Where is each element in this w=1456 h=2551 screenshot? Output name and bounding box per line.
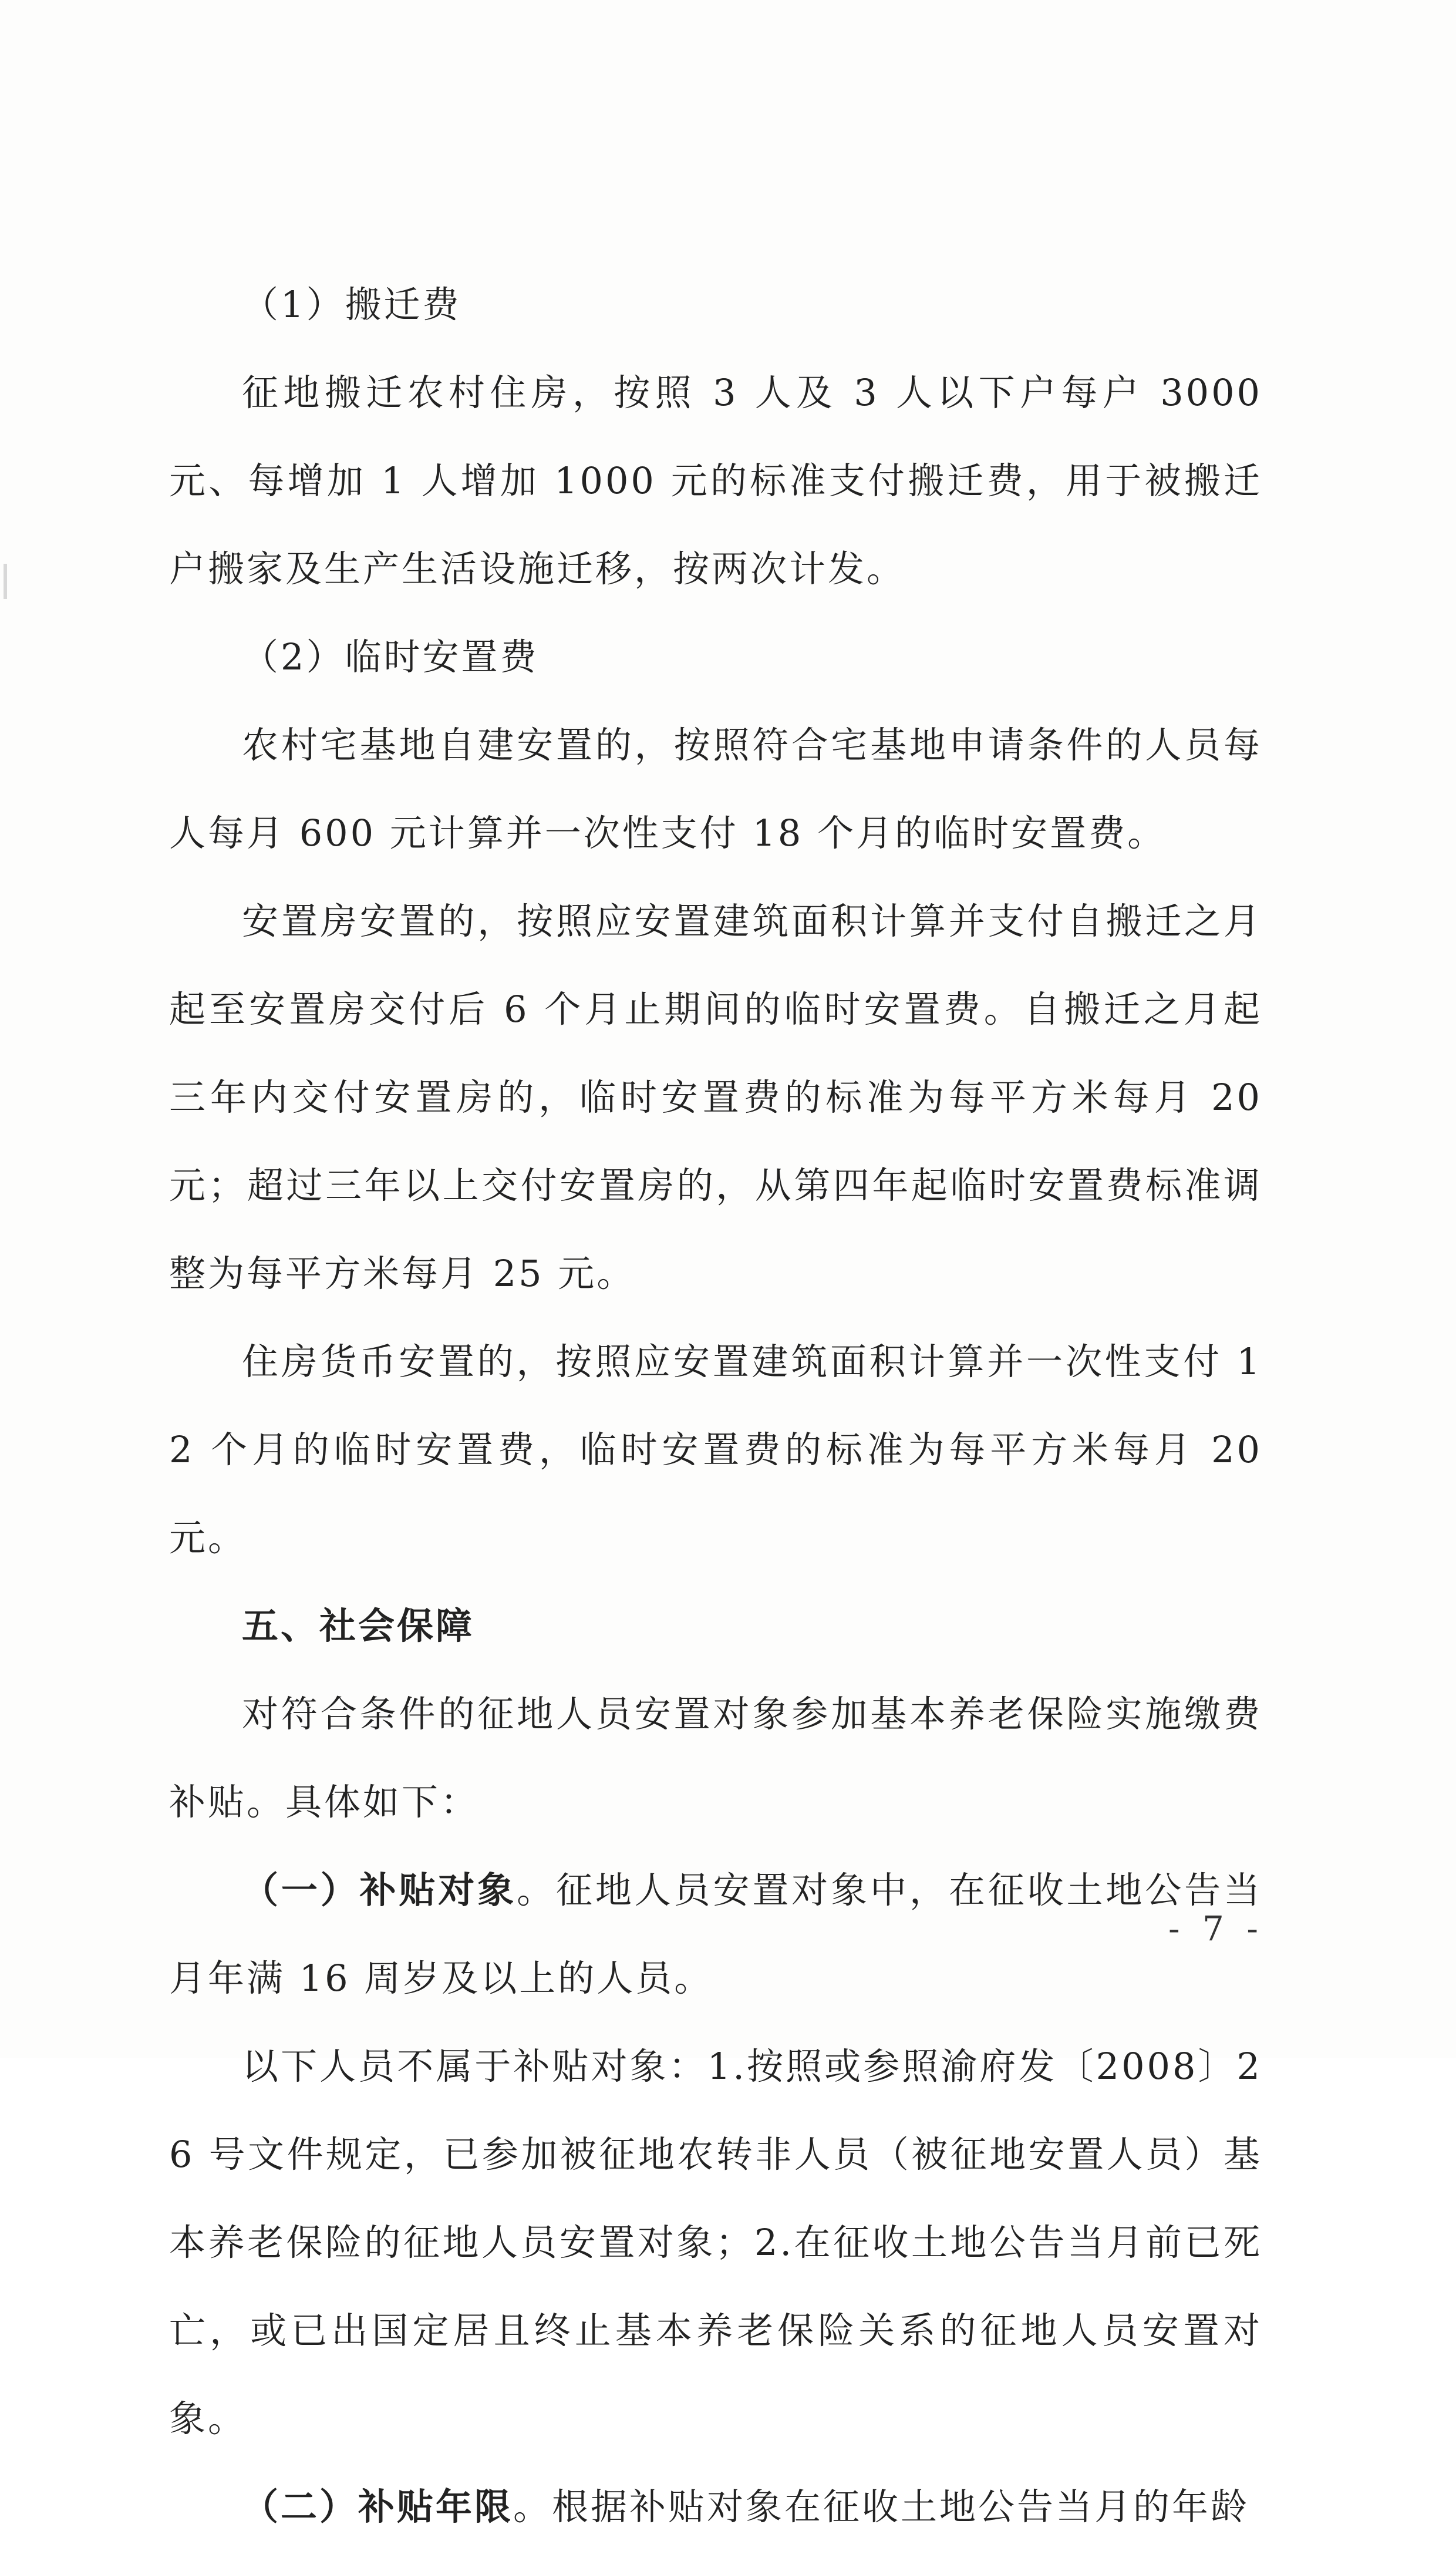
heading-temporary-fee: （2）临时安置费 — [242, 635, 539, 678]
paragraph-section-five-intro: 对符合条件的征地人员安置对象参加基本养老保险实施缴费补贴。具体如下： — [169, 1692, 1262, 1823]
page-number: - 7 - — [1168, 1909, 1264, 1948]
paragraph-homestead: 农村宅基地自建安置的，按照符合宅基地申请条件的人员每人每月 600 元计算并一次性支付 18 个月的临时安置费。 — [169, 723, 1262, 854]
paragraph-subsidy-years — [169, 2463, 1262, 2551]
paragraph-resettlement-house: 安置房安置的，按照应安置建筑面积计算并支付自搬迁之月起至安置房交付后 6 个月止期间的临时安置费。自搬迁之月起三年内交付安置房的，临时安置费的标准为每平方米每月 20 元；超过三年以上交付安置房的，从第四年起临时安置费标准调整为每平方米每月 25 元。 — [169, 900, 1262, 1295]
document-body — [169, 261, 1262, 2551]
lead-subsidy-target: （一）补贴对象 — [242, 1869, 517, 1911]
section-five-heading: 五、社会保障 — [242, 1604, 475, 1647]
text-subsidy-target: 。征地人员安置对象中，在征收土地公告当月年满 16 周岁及以上的人员。 — [169, 1869, 1262, 2000]
paragraph-exclusion: 以下人员不属于补贴对象：1.按照或参照渝府发〔2008〕26 号文件规定，已参加被征地农转非人员（被征地安置人员）基本养老保险的征地人员安置对象；2.在征收土地公告当月前已死亡，或已出国定居且终止基本养老保险关系的征地人员安置对象。 — [169, 2045, 1262, 2440]
paragraph-relocation-fee: 征地搬迁农村住房，按照 3 人及 3 人以下户每户 3000 元、每增加 1 人增加 1000 元的标准支付搬迁费，用于被搬迁户搬家及生产生活设施迁移，按两次计发。 — [169, 371, 1262, 590]
lead-subsidy-years: （二）补贴年限 — [242, 2485, 514, 2528]
paragraph-subsidy-target — [169, 1846, 1262, 2022]
scan-edge-mark — [4, 564, 7, 599]
heading-relocation-fee: （1）搬迁费 — [242, 283, 461, 326]
text-subsidy-years: 。根据补贴对象在征收土地公告当月的年龄 — [513, 2485, 1250, 2528]
paragraph-monetary: 住房货币安置的，按照应安置建筑面积计算并一次性支付 12 个月的临时安置费，临时安置费的标准为每平方米每月 20 元。 — [169, 1340, 1262, 1559]
